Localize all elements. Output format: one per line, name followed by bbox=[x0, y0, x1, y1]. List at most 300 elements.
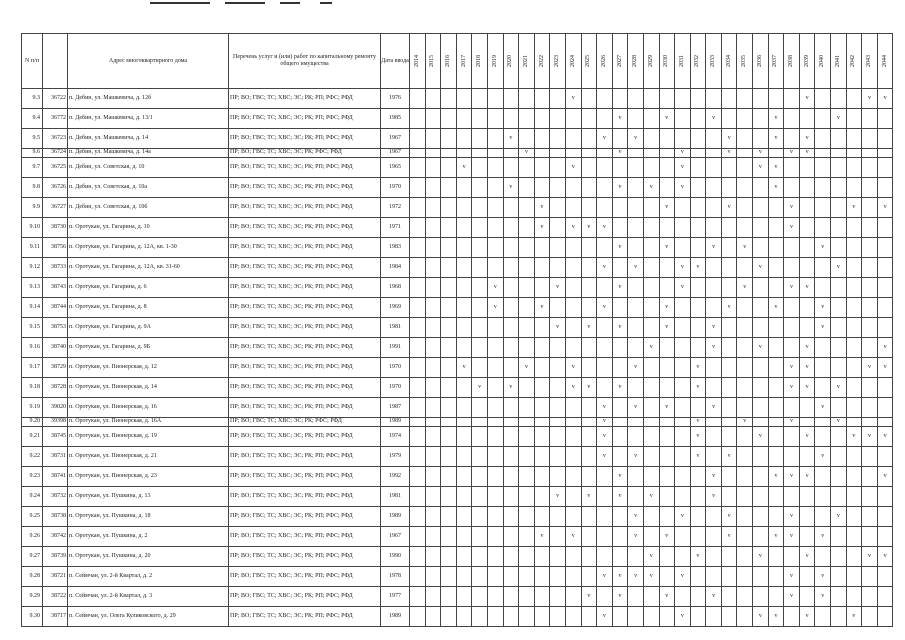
year-built-cell: 1981 bbox=[381, 487, 410, 507]
header-year-built: Дата ввода bbox=[381, 34, 410, 89]
year-cell-2019 bbox=[487, 158, 503, 178]
year-cell-2024 bbox=[565, 338, 581, 358]
year-cell-2032: v bbox=[690, 258, 706, 278]
address-cell: п. Оротукан, ул. Пушкина, д. 13 bbox=[68, 487, 229, 507]
year-cell-2039: v bbox=[799, 378, 815, 398]
year-cell-2040 bbox=[815, 338, 831, 358]
year-cell-2027 bbox=[612, 258, 628, 278]
year-built-cell: 1987 bbox=[381, 398, 410, 418]
header-year-2015 bbox=[425, 34, 441, 89]
address-cell: п. Оротукан, ул. Гагарина, д. 10 bbox=[68, 218, 229, 238]
year-cell-2034 bbox=[721, 358, 737, 378]
year-cell-2028: v bbox=[628, 447, 644, 467]
year-cell-2034 bbox=[721, 418, 737, 427]
year-cell-2032 bbox=[690, 178, 706, 198]
house-id: 38739 bbox=[43, 547, 68, 567]
year-cell-2035 bbox=[737, 109, 753, 129]
year-cell-2018 bbox=[472, 149, 488, 158]
year-cell-2025: v bbox=[581, 587, 597, 607]
year-label: 2029 bbox=[647, 55, 654, 67]
year-cell-2019 bbox=[487, 358, 503, 378]
year-cell-2016 bbox=[441, 418, 457, 427]
year-cell-2034 bbox=[721, 238, 737, 258]
year-cell-2031 bbox=[675, 198, 691, 218]
year-cell-2025 bbox=[581, 427, 597, 447]
year-cell-2023 bbox=[550, 418, 566, 427]
year-built-cell: 1989 bbox=[381, 607, 410, 627]
year-cell-2017 bbox=[456, 398, 472, 418]
year-cell-2032 bbox=[690, 587, 706, 607]
year-cell-2016 bbox=[441, 567, 457, 587]
year-cell-2036 bbox=[753, 298, 769, 318]
year-built-cell: 1969 bbox=[381, 298, 410, 318]
year-cell-2042 bbox=[846, 89, 862, 109]
year-cell-2035 bbox=[737, 447, 753, 467]
table-row bbox=[22, 398, 893, 418]
year-cell-2018 bbox=[472, 398, 488, 418]
year-cell-2042 bbox=[846, 547, 862, 567]
year-cell-2035: v bbox=[737, 238, 753, 258]
year-cell-2042: v bbox=[846, 607, 862, 627]
year-cell-2044: v bbox=[877, 358, 893, 378]
year-cell-2037: v bbox=[768, 527, 784, 547]
year-cell-2033 bbox=[706, 258, 722, 278]
year-cell-2023 bbox=[550, 298, 566, 318]
year-cell-2034 bbox=[721, 607, 737, 627]
year-cell-2041 bbox=[831, 198, 847, 218]
year-built-cell: 1970 bbox=[381, 358, 410, 378]
year-cell-2042 bbox=[846, 587, 862, 607]
year-cell-2017 bbox=[456, 198, 472, 218]
year-cell-2026 bbox=[597, 338, 613, 358]
year-cell-2036 bbox=[753, 587, 769, 607]
year-cell-2029 bbox=[643, 298, 659, 318]
year-cell-2035 bbox=[737, 427, 753, 447]
year-cell-2034: v bbox=[721, 298, 737, 318]
year-cell-2019 bbox=[487, 567, 503, 587]
year-cell-2043 bbox=[862, 378, 878, 398]
year-cell-2025 bbox=[581, 418, 597, 427]
year-cell-2014 bbox=[410, 527, 426, 547]
year-cell-2018 bbox=[472, 218, 488, 238]
year-cell-2015 bbox=[425, 378, 441, 398]
year-cell-2030 bbox=[659, 507, 675, 527]
year-built-cell: 1971 bbox=[381, 218, 410, 238]
year-cell-2032: v bbox=[690, 447, 706, 467]
year-cell-2033 bbox=[706, 278, 722, 298]
services-cell: ПР; ВО; ГВС; ТС; ХВС; ЭС; РК; РФС; РФД bbox=[229, 149, 381, 158]
year-cell-2041 bbox=[831, 318, 847, 338]
year-cell-2020 bbox=[503, 467, 519, 487]
year-cell-2026 bbox=[597, 507, 613, 527]
year-cell-2015 bbox=[425, 527, 441, 547]
year-cell-2031 bbox=[675, 238, 691, 258]
year-cell-2040 bbox=[815, 467, 831, 487]
year-cell-2014 bbox=[410, 587, 426, 607]
year-cell-2030 bbox=[659, 418, 675, 427]
year-cell-2020 bbox=[503, 218, 519, 238]
year-cell-2037 bbox=[768, 338, 784, 358]
year-cell-2039: v bbox=[799, 129, 815, 149]
year-cell-2029 bbox=[643, 218, 659, 238]
year-cell-2027: v bbox=[612, 109, 628, 129]
row-number: 9.5 bbox=[22, 129, 43, 149]
year-cell-2021 bbox=[519, 467, 535, 487]
address-cell: п. Оротукан, ул. Гагарина, д. 6 bbox=[68, 278, 229, 298]
year-cell-2023 bbox=[550, 158, 566, 178]
year-cell-2028 bbox=[628, 547, 644, 567]
services-cell: ПР; ВО; ГВС; ТС; ХВС; ЭС; РК; РП; РФС; РФД bbox=[229, 158, 381, 178]
year-cell-2031 bbox=[675, 427, 691, 447]
year-cell-2040 bbox=[815, 358, 831, 378]
table-row bbox=[22, 547, 893, 567]
year-cell-2034 bbox=[721, 427, 737, 447]
services-cell: ПР; ВО; ГВС; ТС; ХВС; ЭС; РК; РП; РФС; РФД bbox=[229, 129, 381, 149]
year-cell-2040: v bbox=[815, 447, 831, 467]
year-cell-2035 bbox=[737, 178, 753, 198]
year-cell-2043: v bbox=[862, 547, 878, 567]
year-cell-2022 bbox=[534, 258, 550, 278]
year-cell-2028 bbox=[628, 149, 644, 158]
year-cell-2043 bbox=[862, 507, 878, 527]
year-cell-2021 bbox=[519, 238, 535, 258]
year-cell-2033 bbox=[706, 547, 722, 567]
year-cell-2037 bbox=[768, 378, 784, 398]
year-cell-2022: v bbox=[534, 198, 550, 218]
address-cell: п. Сеймчан, ул. 2-й Квартал, д. 3 bbox=[68, 587, 229, 607]
year-cell-2023 bbox=[550, 338, 566, 358]
year-cell-2016 bbox=[441, 447, 457, 467]
year-label: 2035 bbox=[741, 55, 748, 67]
year-cell-2034 bbox=[721, 158, 737, 178]
year-cell-2040: v bbox=[815, 567, 831, 587]
year-label: 2039 bbox=[803, 55, 810, 67]
address-cell: п. Оротукан, ул. Пионерская, д. 12 bbox=[68, 358, 229, 378]
year-cell-2038 bbox=[784, 258, 800, 278]
year-cell-2026 bbox=[597, 149, 613, 158]
year-cell-2030 bbox=[659, 547, 675, 567]
year-cell-2027: v bbox=[612, 487, 628, 507]
year-cell-2019 bbox=[487, 607, 503, 627]
year-cell-2025 bbox=[581, 547, 597, 567]
year-cell-2034 bbox=[721, 587, 737, 607]
year-cell-2033 bbox=[706, 378, 722, 398]
year-cell-2038: v bbox=[784, 278, 800, 298]
year-cell-2025 bbox=[581, 567, 597, 587]
year-cell-2026 bbox=[597, 378, 613, 398]
header-services: Перечень услуг и (или) работ по капитальному ремонту общего имущества bbox=[229, 34, 381, 89]
year-cell-2021 bbox=[519, 527, 535, 547]
year-cell-2041 bbox=[831, 467, 847, 487]
year-cell-2024 bbox=[565, 587, 581, 607]
table-row bbox=[22, 338, 893, 358]
year-cell-2036 bbox=[753, 318, 769, 338]
year-cell-2034: v bbox=[721, 149, 737, 158]
year-cell-2034 bbox=[721, 258, 737, 278]
year-cell-2027 bbox=[612, 198, 628, 218]
year-cell-2014 bbox=[410, 427, 426, 447]
year-cell-2032: v bbox=[690, 427, 706, 447]
year-cell-2022: v bbox=[534, 218, 550, 238]
year-cell-2039 bbox=[799, 527, 815, 547]
year-label: 2014 bbox=[413, 55, 420, 67]
address-cell: п. Оротукан, ул. Пионерская, д. 21 bbox=[68, 447, 229, 467]
year-cell-2019 bbox=[487, 238, 503, 258]
header-year-2044 bbox=[877, 34, 893, 89]
year-cell-2029 bbox=[643, 258, 659, 278]
year-cell-2036 bbox=[753, 238, 769, 258]
year-cell-2044: v bbox=[877, 427, 893, 447]
year-cell-2044 bbox=[877, 298, 893, 318]
year-cell-2040: v bbox=[815, 298, 831, 318]
row-number: 9.22 bbox=[22, 447, 43, 467]
year-cell-2022 bbox=[534, 149, 550, 158]
address-cell: п. Оротукан, ул. Пионерская, д. 14 bbox=[68, 378, 229, 398]
year-cell-2025 bbox=[581, 109, 597, 129]
year-cell-2033: v bbox=[706, 318, 722, 338]
year-cell-2042 bbox=[846, 418, 862, 427]
year-cell-2034 bbox=[721, 318, 737, 338]
year-label: 2040 bbox=[819, 55, 826, 67]
year-cell-2035 bbox=[737, 198, 753, 218]
year-cell-2024 bbox=[565, 298, 581, 318]
year-cell-2043 bbox=[862, 158, 878, 178]
year-cell-2038 bbox=[784, 178, 800, 198]
year-cell-2020: v bbox=[503, 378, 519, 398]
services-cell: ПР; ВО; ГВС; ТС; ХВС; ЭС; РК; РП; РФС; РФД bbox=[229, 358, 381, 378]
year-cell-2017 bbox=[456, 149, 472, 158]
year-cell-2014 bbox=[410, 358, 426, 378]
year-cell-2033 bbox=[706, 507, 722, 527]
year-cell-2038 bbox=[784, 547, 800, 567]
year-cell-2016 bbox=[441, 158, 457, 178]
year-cell-2036 bbox=[753, 398, 769, 418]
year-cell-2041 bbox=[831, 587, 847, 607]
year-cell-2016 bbox=[441, 527, 457, 547]
year-cell-2038 bbox=[784, 238, 800, 258]
year-cell-2037 bbox=[768, 587, 784, 607]
year-cell-2026 bbox=[597, 238, 613, 258]
services-cell: ПР; ВО; ГВС; ТС; ХВС; ЭС; РК; РП; РФС; РФД bbox=[229, 278, 381, 298]
year-cell-2031 bbox=[675, 527, 691, 547]
year-cell-2023 bbox=[550, 427, 566, 447]
year-cell-2031: v bbox=[675, 158, 691, 178]
year-cell-2041 bbox=[831, 278, 847, 298]
year-cell-2038 bbox=[784, 398, 800, 418]
year-cell-2032 bbox=[690, 158, 706, 178]
year-cell-2037 bbox=[768, 447, 784, 467]
year-cell-2039 bbox=[799, 398, 815, 418]
year-cell-2041 bbox=[831, 158, 847, 178]
year-cell-2016 bbox=[441, 109, 457, 129]
year-cell-2038 bbox=[784, 487, 800, 507]
year-cell-2035 bbox=[737, 158, 753, 178]
year-cell-2032 bbox=[690, 507, 706, 527]
year-cell-2023 bbox=[550, 547, 566, 567]
year-cell-2021 bbox=[519, 218, 535, 238]
year-cell-2039 bbox=[799, 198, 815, 218]
year-cell-2034: v bbox=[721, 507, 737, 527]
year-cell-2015 bbox=[425, 158, 441, 178]
year-cell-2029: v bbox=[643, 567, 659, 587]
year-cell-2017: v bbox=[456, 358, 472, 378]
year-cell-2035 bbox=[737, 149, 753, 158]
year-cell-2039: v bbox=[799, 547, 815, 567]
year-cell-2044 bbox=[877, 238, 893, 258]
year-cell-2024 bbox=[565, 447, 581, 467]
year-cell-2039: v bbox=[799, 89, 815, 109]
year-cell-2021 bbox=[519, 547, 535, 567]
house-id: 38753 bbox=[43, 318, 68, 338]
year-cell-2024 bbox=[565, 547, 581, 567]
year-cell-2039 bbox=[799, 447, 815, 467]
year-cell-2036 bbox=[753, 358, 769, 378]
year-cell-2037 bbox=[768, 358, 784, 378]
table-row bbox=[22, 298, 893, 318]
year-cell-2017 bbox=[456, 218, 472, 238]
year-cell-2029 bbox=[643, 318, 659, 338]
year-cell-2030 bbox=[659, 218, 675, 238]
year-cell-2036: v bbox=[753, 258, 769, 278]
year-cell-2015 bbox=[425, 149, 441, 158]
year-cell-2037: v bbox=[768, 129, 784, 149]
house-id: 38740 bbox=[43, 338, 68, 358]
year-cell-2027: v bbox=[612, 567, 628, 587]
year-cell-2042 bbox=[846, 487, 862, 507]
year-cell-2037: v bbox=[768, 607, 784, 627]
year-cell-2023 bbox=[550, 218, 566, 238]
year-cell-2026 bbox=[597, 547, 613, 567]
year-cell-2020: v bbox=[503, 178, 519, 198]
year-cell-2029: v bbox=[643, 178, 659, 198]
year-cell-2024 bbox=[565, 129, 581, 149]
year-label: 2017 bbox=[460, 55, 467, 67]
year-cell-2032: v bbox=[690, 547, 706, 567]
year-cell-2027 bbox=[612, 338, 628, 358]
year-built-cell: 1992 bbox=[381, 467, 410, 487]
row-number: 9.8 bbox=[22, 178, 43, 198]
year-cell-2017 bbox=[456, 278, 472, 298]
year-cell-2028 bbox=[628, 378, 644, 398]
year-cell-2014 bbox=[410, 178, 426, 198]
year-cell-2018 bbox=[472, 338, 488, 358]
year-cell-2015 bbox=[425, 318, 441, 338]
year-cell-2041 bbox=[831, 547, 847, 567]
year-cell-2029 bbox=[643, 238, 659, 258]
year-cell-2043 bbox=[862, 447, 878, 467]
year-cell-2032: v bbox=[690, 378, 706, 398]
year-cell-2031: v bbox=[675, 607, 691, 627]
year-cell-2018 bbox=[472, 467, 488, 487]
services-cell: ПР; ВО; ГВС; ТС; ХВС; ЭС; РК; РП; РФС; РФД bbox=[229, 198, 381, 218]
year-cell-2026: v bbox=[597, 398, 613, 418]
year-cell-2020: v bbox=[503, 129, 519, 149]
year-cell-2031 bbox=[675, 547, 691, 567]
year-cell-2042 bbox=[846, 398, 862, 418]
house-id: 36726 bbox=[43, 178, 68, 198]
year-cell-2038: v bbox=[784, 378, 800, 398]
year-cell-2035 bbox=[737, 527, 753, 547]
year-cell-2028 bbox=[628, 418, 644, 427]
year-cell-2037 bbox=[768, 149, 784, 158]
year-cell-2023: v bbox=[550, 278, 566, 298]
year-cell-2026 bbox=[597, 178, 613, 198]
house-id: 38717 bbox=[43, 607, 68, 627]
table-row bbox=[22, 487, 893, 507]
year-cell-2032: v bbox=[690, 418, 706, 427]
year-label: 2028 bbox=[632, 55, 639, 67]
year-cell-2038: v bbox=[784, 358, 800, 378]
year-cell-2029: v bbox=[643, 547, 659, 567]
header-year-2039 bbox=[799, 34, 815, 89]
year-cell-2014 bbox=[410, 258, 426, 278]
year-cell-2025 bbox=[581, 258, 597, 278]
year-cell-2025 bbox=[581, 238, 597, 258]
year-cell-2018 bbox=[472, 238, 488, 258]
year-cell-2021 bbox=[519, 487, 535, 507]
year-cell-2025 bbox=[581, 158, 597, 178]
year-cell-2016 bbox=[441, 487, 457, 507]
year-cell-2034 bbox=[721, 109, 737, 129]
house-id: 38721 bbox=[43, 567, 68, 587]
row-number: 9.27 bbox=[22, 547, 43, 567]
year-cell-2021 bbox=[519, 158, 535, 178]
year-cell-2024 bbox=[565, 507, 581, 527]
year-cell-2020 bbox=[503, 158, 519, 178]
year-cell-2035 bbox=[737, 487, 753, 507]
year-cell-2021 bbox=[519, 109, 535, 129]
year-built-cell: 1972 bbox=[381, 198, 410, 218]
year-cell-2021 bbox=[519, 129, 535, 149]
year-cell-2033 bbox=[706, 178, 722, 198]
year-cell-2022: v bbox=[534, 527, 550, 547]
year-cell-2023 bbox=[550, 507, 566, 527]
year-cell-2044 bbox=[877, 378, 893, 398]
table-row bbox=[22, 318, 893, 338]
house-id: 38741 bbox=[43, 467, 68, 487]
year-cell-2027 bbox=[612, 158, 628, 178]
year-label: 2042 bbox=[850, 55, 857, 67]
year-cell-2033 bbox=[706, 149, 722, 158]
header-id bbox=[43, 34, 68, 89]
address-cell: п. Дебин, ул. Машкевича, д. 12б bbox=[68, 89, 229, 109]
year-cell-2042 bbox=[846, 527, 862, 547]
year-cell-2025 bbox=[581, 298, 597, 318]
year-cell-2016 bbox=[441, 89, 457, 109]
year-cell-2027 bbox=[612, 607, 628, 627]
year-cell-2039 bbox=[799, 158, 815, 178]
header-year-2024 bbox=[565, 34, 581, 89]
row-number: 9.14 bbox=[22, 298, 43, 318]
year-cell-2032 bbox=[690, 527, 706, 547]
year-cell-2038: v bbox=[784, 198, 800, 218]
year-built-cell: 1970 bbox=[381, 378, 410, 398]
year-cell-2033 bbox=[706, 158, 722, 178]
year-built-cell: 1968 bbox=[381, 278, 410, 298]
services-cell: ПР; ВО; ГВС; ТС; ХВС; ЭС; РК; РП; РФС; РФД bbox=[229, 218, 381, 238]
year-cell-2032 bbox=[690, 318, 706, 338]
year-built-cell: 1967 bbox=[381, 129, 410, 149]
year-cell-2022 bbox=[534, 547, 550, 567]
year-cell-2022 bbox=[534, 158, 550, 178]
year-cell-2014 bbox=[410, 467, 426, 487]
year-cell-2033 bbox=[706, 447, 722, 467]
year-cell-2034: v bbox=[721, 198, 737, 218]
year-cell-2044 bbox=[877, 278, 893, 298]
year-cell-2031 bbox=[675, 358, 691, 378]
year-cell-2021 bbox=[519, 447, 535, 467]
year-cell-2016 bbox=[441, 338, 457, 358]
